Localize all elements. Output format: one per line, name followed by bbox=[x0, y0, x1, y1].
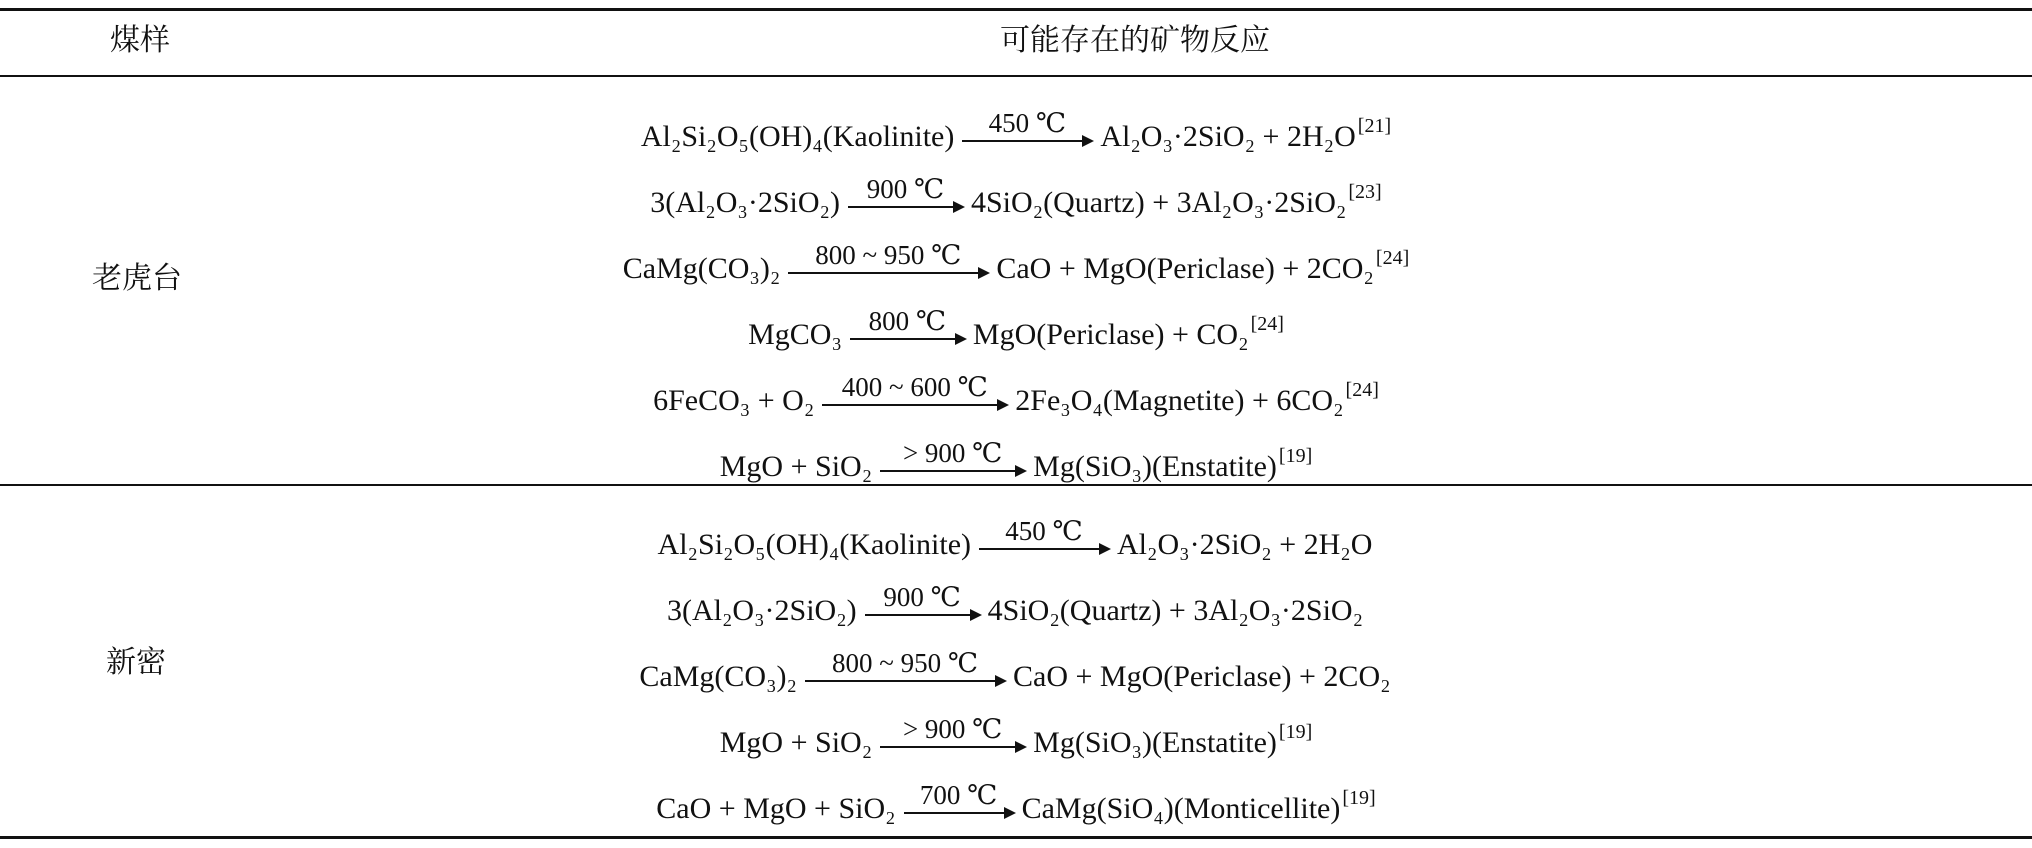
reaction-products: CaMg(SiO₄)(Monticellite) bbox=[1021, 792, 1341, 825]
reaction-arrow bbox=[904, 782, 1014, 814]
reaction-reactants: 3(Al₂O₃·2SiO₂) bbox=[666, 594, 857, 627]
reaction-reactants: MgCO₃ bbox=[748, 318, 842, 351]
reference-citation: [24] bbox=[1375, 247, 1410, 269]
reaction-condition: > 900 ℃ bbox=[902, 438, 1003, 468]
arrow-icon bbox=[880, 470, 1025, 472]
reaction-products: CaO + MgO(Periclase) + 2CO₂ bbox=[996, 252, 1374, 285]
reaction-row bbox=[0, 580, 2032, 626]
header-reaction: 可能存在的矿物反应 bbox=[1000, 23, 1270, 58]
reaction-arrow bbox=[979, 518, 1109, 550]
reaction-condition: 700 ℃ bbox=[919, 780, 998, 810]
reaction-products: Al₂O₃·2SiO₂ + 2H₂O bbox=[1100, 120, 1356, 153]
reaction-condition: 400 ~ 600 ℃ bbox=[841, 372, 988, 402]
reaction-row bbox=[0, 778, 2032, 824]
reaction-condition: > 900 ℃ bbox=[902, 714, 1003, 744]
arrow-icon bbox=[822, 404, 1007, 406]
reaction-arrow bbox=[788, 242, 988, 274]
arrow-icon bbox=[979, 548, 1109, 550]
reaction-reactants: 6FeCO₃ + O₂ bbox=[653, 384, 815, 417]
reaction-row bbox=[0, 436, 2032, 482]
reaction-arrow bbox=[805, 650, 1005, 682]
reference-citation: [24] bbox=[1250, 313, 1284, 335]
reaction-products: Mg(SiO₃)(Enstatite) bbox=[1033, 450, 1277, 483]
reaction-row bbox=[0, 370, 2032, 416]
reaction-products: 4SiO₂(Quartz) + 3Al₂O₃·2SiO₂ bbox=[970, 186, 1347, 219]
table-group-divider bbox=[0, 484, 2032, 486]
reference-citation: [23] bbox=[1348, 181, 1382, 203]
reaction-arrow bbox=[880, 440, 1025, 472]
reaction-reactants: CaO + MgO + SiO₂ bbox=[656, 792, 896, 825]
reaction-row bbox=[0, 172, 2032, 218]
reaction-arrow bbox=[865, 584, 980, 616]
reference-citation: [24] bbox=[1345, 379, 1379, 401]
reaction-arrow bbox=[880, 716, 1025, 748]
arrow-icon bbox=[962, 140, 1092, 142]
reaction-condition: 800 ℃ bbox=[868, 306, 947, 336]
arrow-icon bbox=[865, 614, 980, 616]
reaction-row bbox=[0, 304, 2032, 350]
reference-citation: [19] bbox=[1278, 721, 1313, 743]
reaction-products: Al₂O₃·2SiO₂ + 2H₂O bbox=[1117, 528, 1373, 561]
table-top-rule bbox=[0, 8, 2032, 11]
reaction-products: Mg(SiO₃)(Enstatite) bbox=[1033, 726, 1277, 759]
reaction-reactants: Al₂Si₂O₅(OH)₄(Kaolinite) bbox=[657, 528, 971, 561]
arrow-icon bbox=[848, 206, 963, 208]
reaction-row bbox=[0, 646, 2032, 692]
reaction-condition: 800 ~ 950 ℃ bbox=[815, 240, 962, 270]
reaction-reactants: CaMg(CO₃)₂ bbox=[639, 660, 797, 693]
reaction-reactants: 3(Al₂O₃·2SiO₂) bbox=[650, 186, 840, 219]
reference-citation: [19] bbox=[1278, 445, 1313, 467]
arrow-icon bbox=[904, 812, 1014, 814]
reaction-products: 4SiO₂(Quartz) + 3Al₂O₃·2SiO₂ bbox=[987, 594, 1364, 627]
reaction-row bbox=[0, 106, 2032, 152]
reaction-reactants: CaMg(CO₃)₂ bbox=[622, 252, 781, 285]
reaction-condition: 450 ℃ bbox=[988, 108, 1067, 138]
reaction-arrow bbox=[962, 110, 1092, 142]
reaction-arrow bbox=[848, 176, 963, 208]
header-sample: 煤样 bbox=[110, 23, 170, 58]
reaction-arrow bbox=[850, 308, 965, 340]
reaction-products: MgO(Periclase) + CO₂ bbox=[972, 318, 1249, 351]
reaction-products: CaO + MgO(Periclase) + 2CO₂ bbox=[1013, 660, 1391, 693]
reaction-reactants: Al₂Si₂O₅(OH)₄(Kaolinite) bbox=[640, 120, 955, 153]
arrow-icon bbox=[880, 746, 1025, 748]
reaction-condition: 450 ℃ bbox=[1005, 516, 1083, 546]
reaction-row bbox=[0, 514, 2032, 560]
reference-citation: [21] bbox=[1357, 115, 1392, 137]
reaction-row bbox=[0, 712, 2032, 758]
arrow-icon bbox=[850, 338, 965, 340]
reaction-arrow bbox=[822, 374, 1007, 406]
reaction-condition: 900 ℃ bbox=[866, 174, 945, 204]
table-header-rule bbox=[0, 75, 2032, 77]
reference-citation: [19] bbox=[1342, 787, 1376, 809]
sample-name: 新密 bbox=[106, 645, 166, 680]
reaction-products: 2Fe₃O₄(Magnetite) + 6CO₂ bbox=[1015, 384, 1344, 417]
arrow-icon bbox=[788, 272, 988, 274]
reaction-row bbox=[0, 238, 2032, 284]
reaction-condition: 900 ℃ bbox=[883, 582, 961, 612]
reaction-condition: 800 ~ 950 ℃ bbox=[831, 648, 979, 678]
reaction-reactants: MgO + SiO₂ bbox=[719, 450, 873, 483]
reaction-reactants: MgO + SiO₂ bbox=[719, 726, 873, 759]
arrow-icon bbox=[805, 680, 1005, 682]
table-bottom-rule bbox=[0, 836, 2032, 839]
sample-name: 老虎台 bbox=[92, 261, 182, 296]
